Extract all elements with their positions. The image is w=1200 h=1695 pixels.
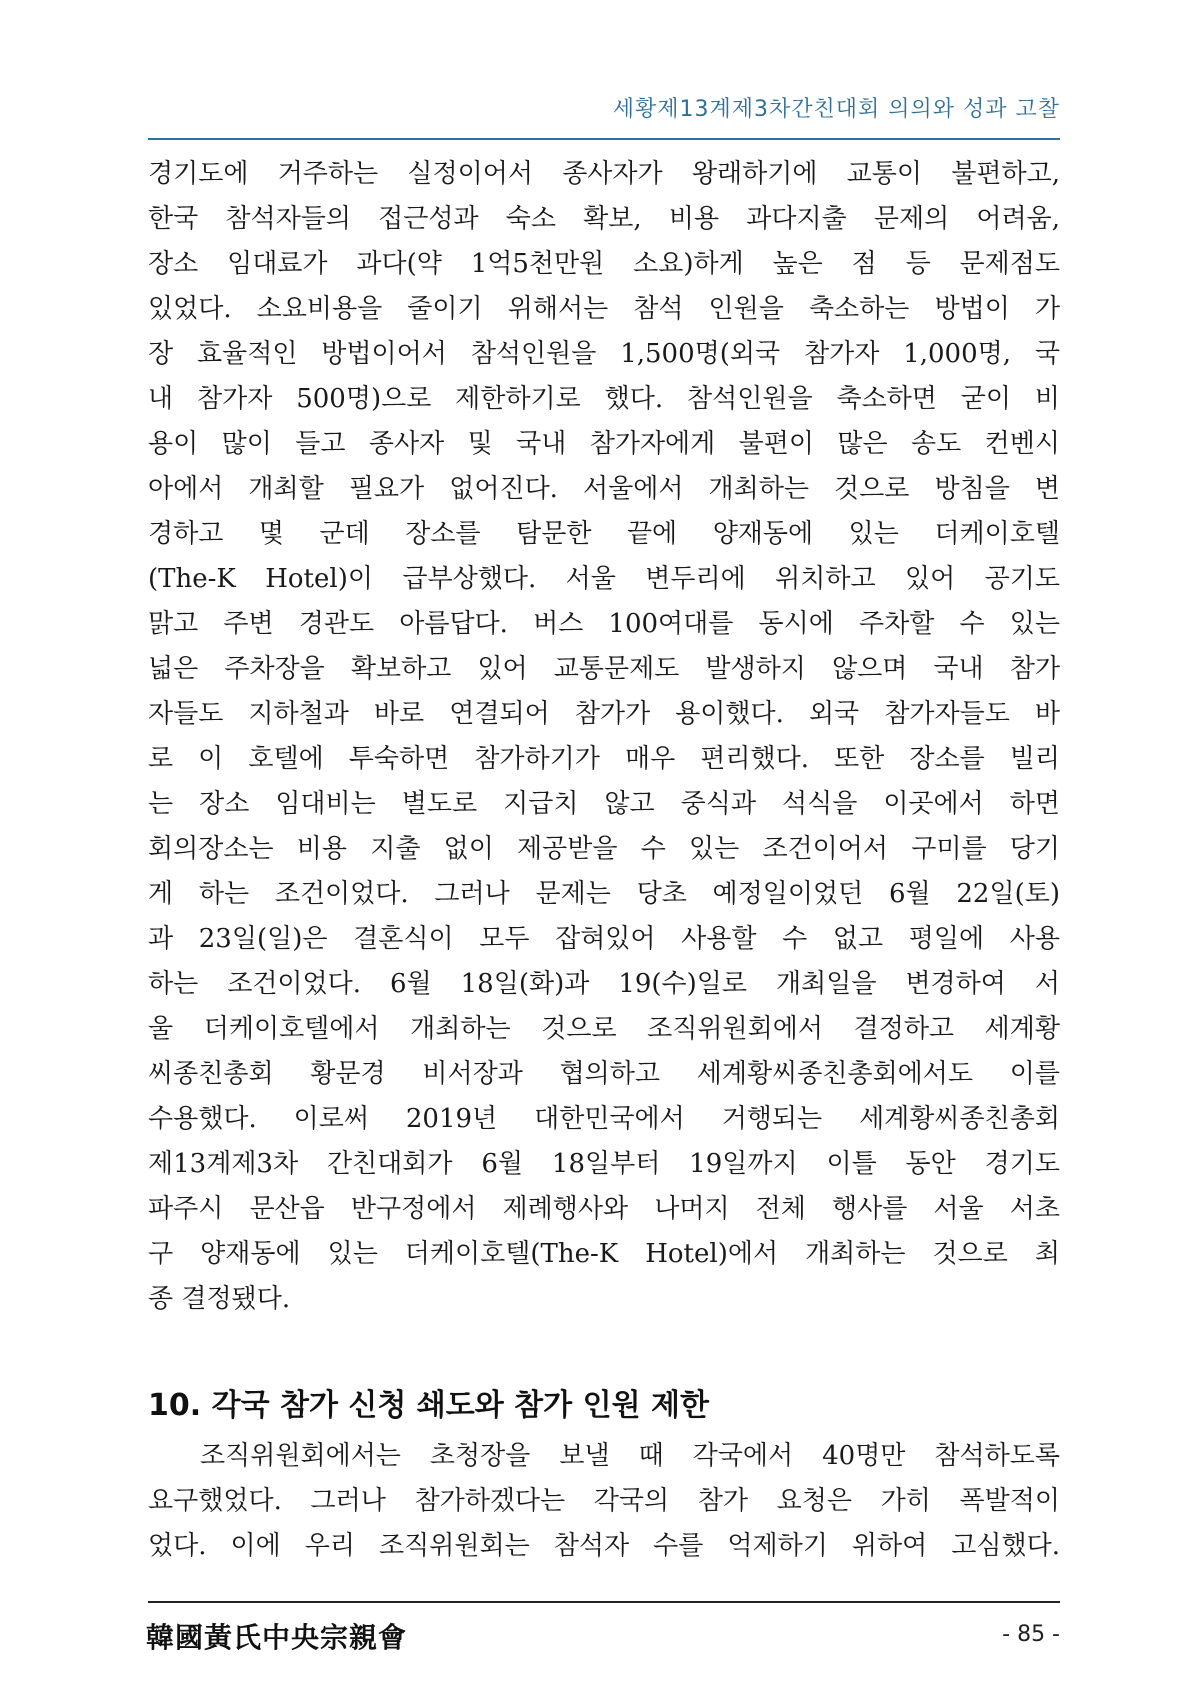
body-line: 경하고 몇 군데 장소를 탐문한 끝에 양재동에 있는 더케이호텔 <box>148 519 1060 549</box>
body-line: (The-K Hotel)이 급부상했다. 서울 변두리에 위치하고 있어 공기도 <box>148 564 1060 594</box>
footer-divider <box>148 1601 1060 1603</box>
body-line: 파주시 문산읍 반구정에서 제례행사와 나머지 전체 행사를 서울 서초 <box>148 1194 1060 1224</box>
body-line: 있었다. 소요비용을 줄이기 위해서는 참석 인원을 축소하는 방법이 가 <box>148 294 1060 324</box>
body-line: 게 하는 조건이었다. 그러나 문제는 당초 예정일이었던 6월 22일(토) <box>148 879 1060 909</box>
body-line: 하는 조건이었다. 6월 18일(화)과 19(수)일로 개최일을 변경하여 서 <box>148 969 1060 999</box>
body-line: 종 결정됐다. <box>148 1284 291 1314</box>
body-line: 한국 참석자들의 접근성과 숙소 확보, 비용 과다지출 문제의 어려움, <box>148 204 1060 234</box>
page-number: - 85 - <box>1002 1622 1060 1647</box>
body-line: 제13계제3차 간친대회가 6월 18일부터 19일까지 이틀 동안 경기도 <box>148 1149 1060 1179</box>
body-line: 로 이 호텔에 투숙하면 참가하기가 매우 편리했다. 또한 장소를 빌리 <box>148 744 1060 774</box>
body-line: 회의장소는 비용 지출 없이 제공받을 수 있는 조건이어서 구미를 당기 <box>148 834 1060 864</box>
body-line: 과 23일(일)은 결혼식이 모두 잡혀있어 사용할 수 없고 평일에 사용 <box>148 924 1060 954</box>
header-divider <box>148 138 1060 140</box>
page-body <box>148 152 1060 1569</box>
section-line: 조직위원회에서는 초청장을 보낼 때 각국에서 40명만 참석하도록 <box>200 1441 1060 1471</box>
section-paragraph <box>148 1434 1060 1569</box>
running-header-title: 세황제13계제3차간친대회 의의와 성과 고찰 <box>612 97 1060 122</box>
body-line: 자들도 지하철과 바로 연결되어 참가가 용이했다. 외국 참가자들도 바 <box>148 699 1060 729</box>
body-line: 내 참가자 500명)으로 제한하기로 했다. 참석인원을 축소하면 굳이 비 <box>148 384 1060 414</box>
body-line: 장소 임대료가 과다(약 1억5천만원 소요)하게 높은 점 등 문제점도 <box>148 249 1060 279</box>
section-line: 요구했었다. 그러나 참가하겠다는 각국의 참가 요청은 가히 폭발적이 <box>148 1486 1060 1516</box>
body-line: 용이 많이 들고 종사자 및 국내 참가자에게 불편이 많은 송도 컨벤시 <box>148 429 1060 459</box>
body-line: 경기도에 거주하는 실정이어서 종사자가 왕래하기에 교통이 불편하고, <box>148 159 1060 189</box>
body-line: 장 효율적인 방법이어서 참석인원을 1,500명(외국 참가자 1,000명, 국 <box>148 339 1060 369</box>
body-line: 맑고 주변 경관도 아름답다. 버스 100여대를 동시에 주차할 수 있는 <box>148 609 1060 639</box>
body-line: 구 양재동에 있는 더케이호텔(The-K Hotel)에서 개최하는 것으로 최 <box>148 1239 1060 1269</box>
body-line: 수용했다. 이로써 2019년 대한민국에서 거행되는 세계황씨종친총회 <box>148 1104 1060 1134</box>
body-line: 울 더케이호텔에서 개최하는 것으로 조직위원회에서 결정하고 세계황 <box>148 1014 1060 1044</box>
body-line: 씨종친총회 황문경 비서장과 협의하고 세계황씨종친총회에서도 이를 <box>148 1059 1060 1089</box>
body-line: 넓은 주차장을 확보하고 있어 교통문제도 발생하지 않으며 국내 참가 <box>148 654 1060 684</box>
section-heading: 10. 각국 참가 신청 쇄도와 참가 인원 제한 <box>148 1388 709 1423</box>
body-paragraph <box>148 152 1060 1322</box>
section-line: 었다. 이에 우리 조직위원회는 참석자 수를 억제하기 위하여 고심했다. <box>148 1531 1060 1561</box>
footer-organization-name: 韓國黃氏中央宗親會 <box>146 1621 408 1654</box>
body-line: 아에서 개최할 필요가 없어진다. 서울에서 개최하는 것으로 방침을 변 <box>148 474 1060 504</box>
body-line: 는 장소 임대비는 별도로 지급치 않고 중식과 석식을 이곳에서 하면 <box>148 789 1060 819</box>
